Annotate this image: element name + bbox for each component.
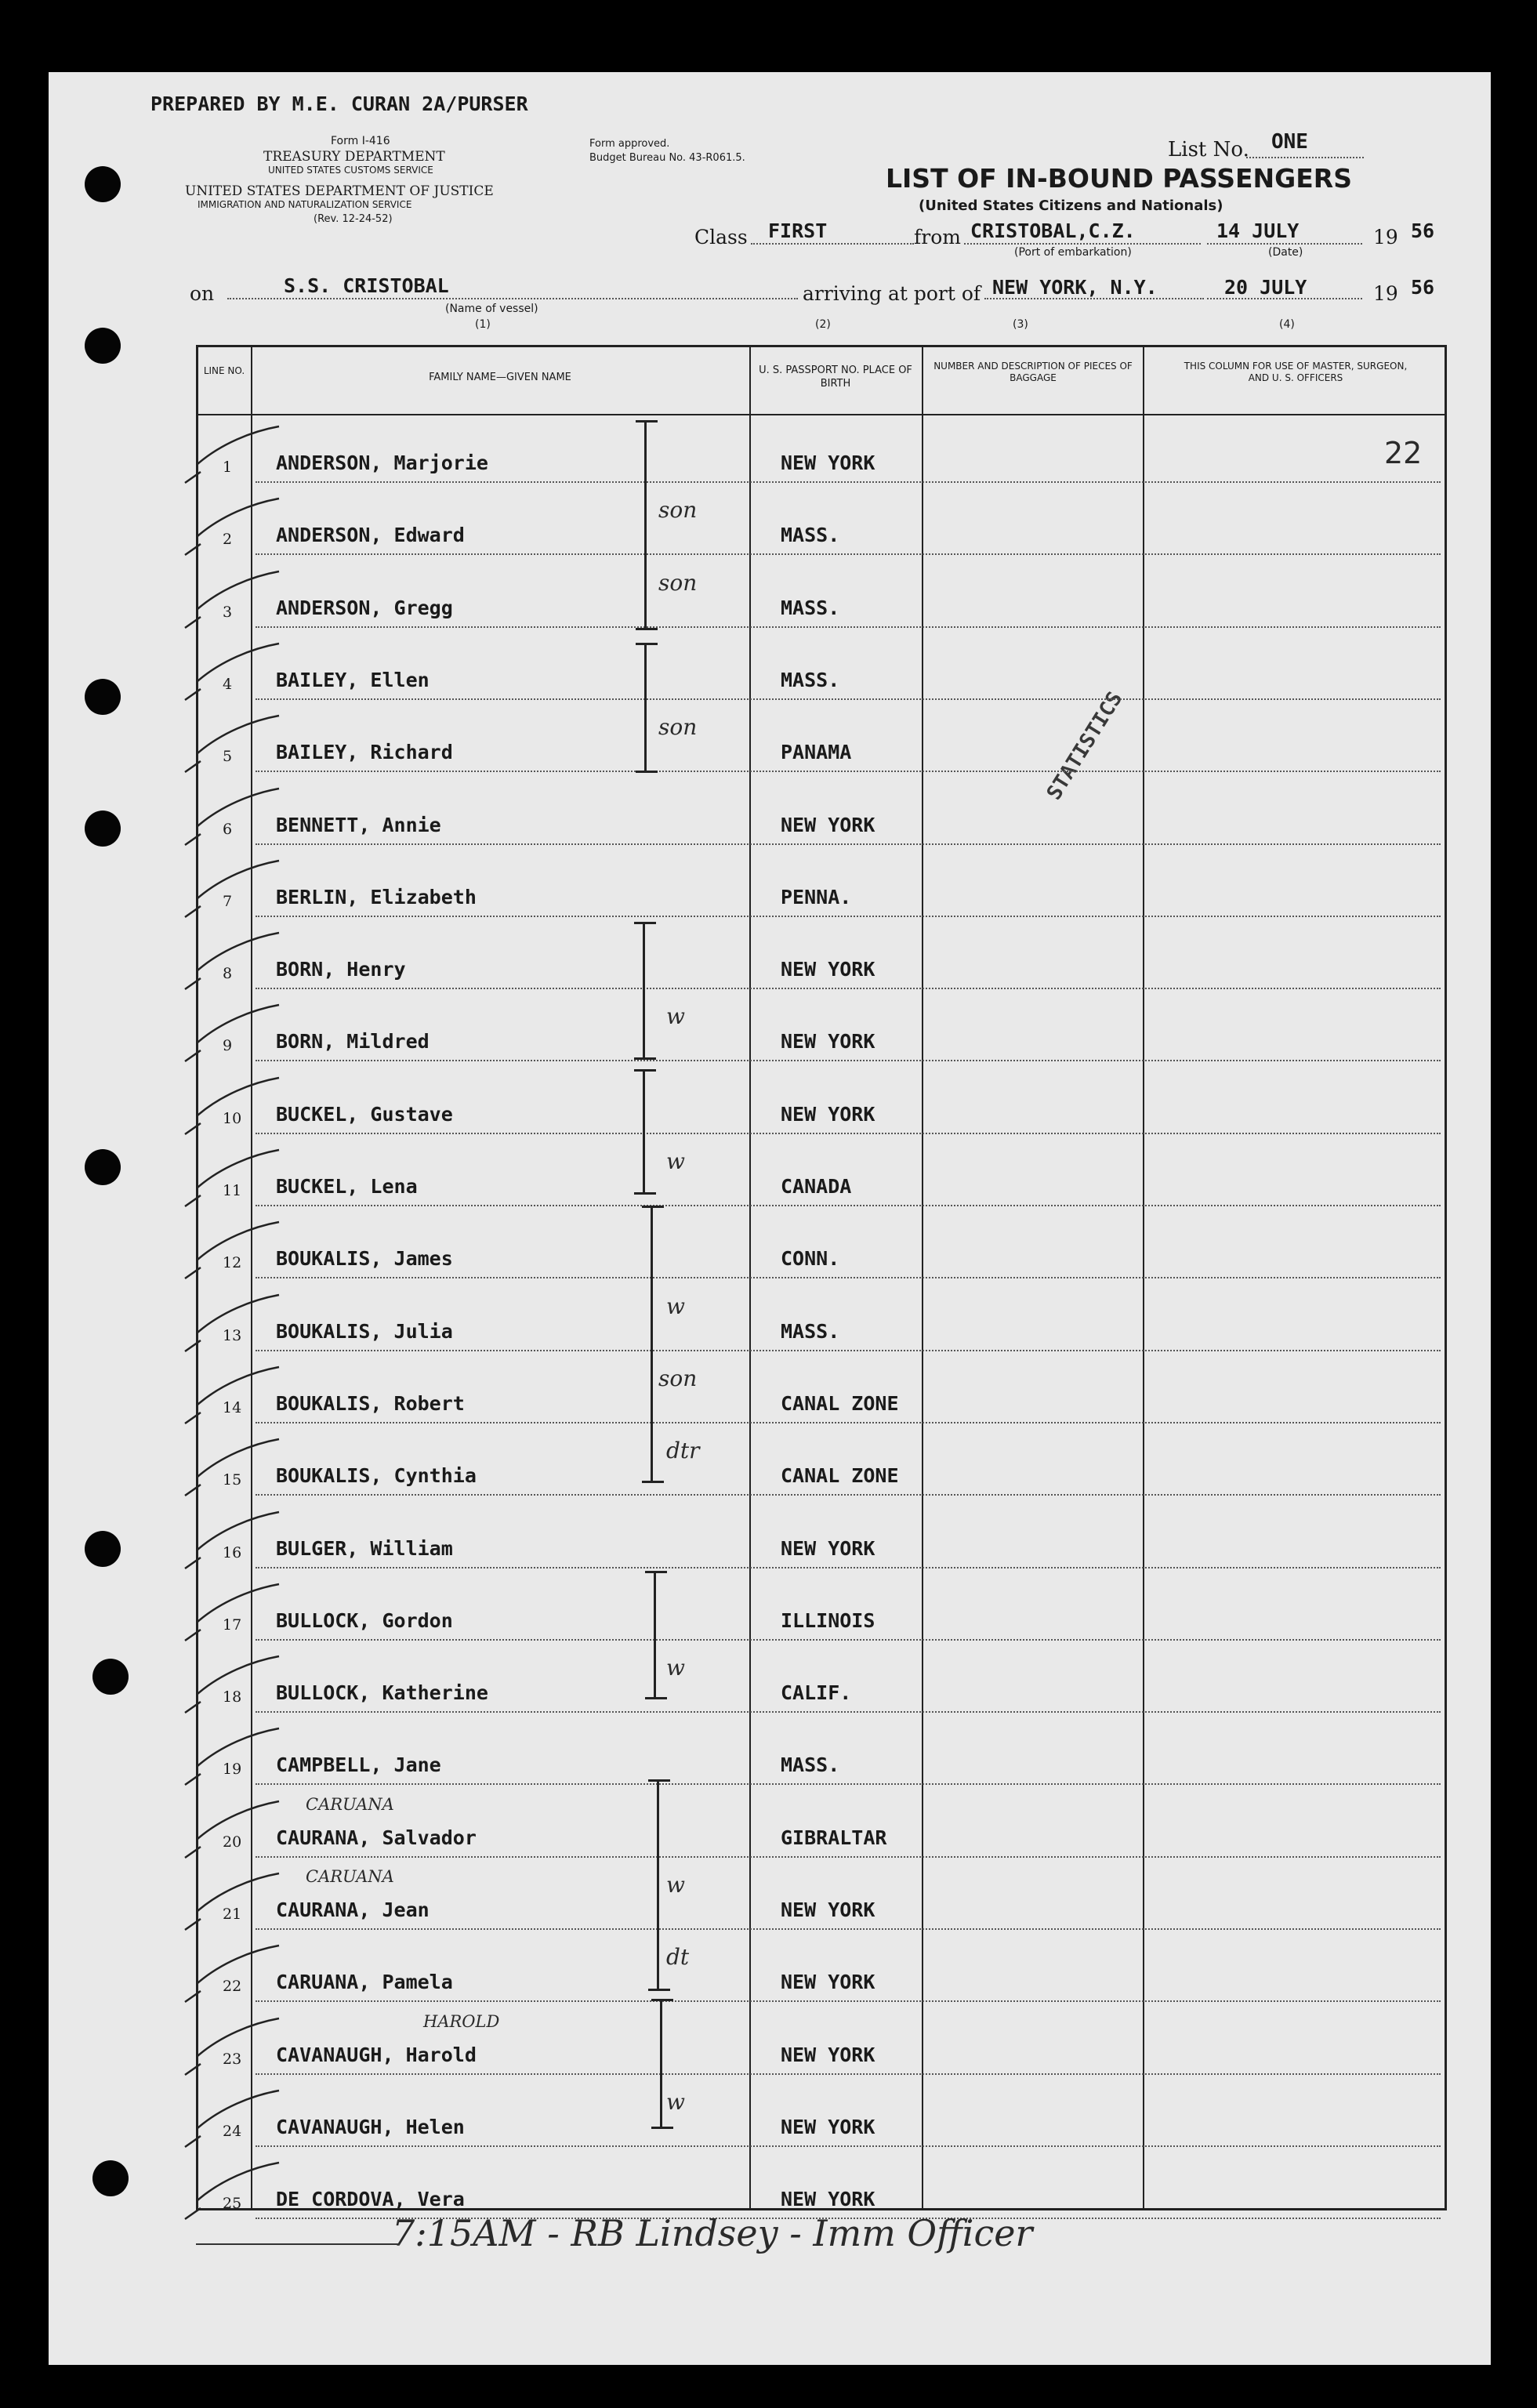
depart-year-prefix: 19	[1373, 226, 1398, 248]
relationship-note: dtr	[666, 1438, 700, 1464]
table-row	[196, 778, 1447, 850]
place-of-birth: NEW YORK	[781, 958, 875, 981]
passenger-name: BAILEY, Richard	[276, 741, 453, 764]
col-ref-2: (2)	[815, 318, 831, 331]
family-bracket	[654, 1571, 661, 1699]
on-label: on	[190, 282, 215, 305]
statistics-stamp: STATISTICS	[1042, 687, 1128, 804]
passenger-name: CAURANA, Salvador	[276, 1826, 477, 1849]
passenger-name: CAMPBELL, Jane	[276, 1753, 441, 1777]
row-rule	[256, 1060, 1441, 1061]
table-row	[196, 922, 1447, 994]
row-rule	[256, 1711, 1441, 1713]
place-of-birth: MASS.	[781, 1753, 840, 1777]
family-bracket	[643, 922, 650, 1060]
check-mark-icon	[182, 2084, 284, 2152]
relationship-note: son	[658, 1365, 698, 1391]
check-mark-icon	[182, 565, 284, 633]
line-number: 19	[223, 1761, 242, 1779]
family-bracket	[644, 643, 651, 773]
row-rule	[256, 1422, 1441, 1423]
line-number: 22	[223, 1978, 242, 1996]
passenger-name: BULLOCK, Katherine	[276, 1681, 488, 1705]
place-of-birth: NEW YORK	[781, 1898, 875, 1921]
embarkation-caption: (Port of embarkation)	[1014, 246, 1132, 259]
officer-signature-note: 7:15AM - RB Lindsey - Imm Officer	[392, 2212, 1033, 2254]
place-of-birth: CANAL ZONE	[781, 1464, 899, 1488]
check-mark-icon	[182, 420, 284, 488]
check-mark-icon	[182, 1289, 284, 1356]
passenger-name: BERLIN, Elizabeth	[276, 885, 477, 908]
class-value: FIRST	[768, 219, 828, 242]
table-row	[196, 1935, 1447, 2007]
family-bracket	[660, 1999, 667, 2129]
check-mark-icon	[182, 1144, 284, 1211]
place-of-birth: NEW YORK	[781, 1102, 875, 1126]
row-rule	[256, 2000, 1441, 2002]
line-number: 24	[223, 2122, 242, 2140]
handwritten-correction: HAROLD	[423, 2011, 500, 2031]
passenger-name: BUCKEL, Gustave	[276, 1102, 453, 1126]
line-number: 13	[223, 1326, 242, 1344]
row-rule	[256, 1494, 1441, 1496]
table-row	[196, 1790, 1447, 1862]
relationship-note: w	[666, 2088, 685, 2115]
row-rule	[256, 1567, 1441, 1568]
line-number: 12	[223, 1254, 242, 1272]
table-row	[196, 994, 1447, 1066]
check-mark-icon	[182, 1578, 284, 1645]
place-of-birth: NEW YORK	[781, 813, 875, 836]
table-row	[196, 705, 1447, 777]
check-mark-icon	[182, 1433, 284, 1500]
row-rule	[256, 1928, 1441, 1930]
row-rule	[256, 988, 1441, 989]
customs-service: UNITED STATES CUSTOMS SERVICE	[268, 165, 433, 176]
arrival-year: 56	[1411, 276, 1435, 299]
relationship-note: w	[666, 1872, 685, 1898]
row-rule	[256, 626, 1441, 628]
line-number: 1	[223, 459, 233, 476]
punch-hole	[85, 811, 121, 847]
punch-hole	[85, 1149, 121, 1185]
table-row	[196, 1139, 1447, 1211]
line-number: 17	[223, 1616, 242, 1634]
line-number: 10	[223, 1109, 242, 1127]
place-of-birth: NEW YORK	[781, 1971, 875, 1994]
header-passport: U. S. PASSPORT NO. PLACE OF BIRTH	[759, 364, 912, 390]
family-bracket	[657, 1779, 664, 1991]
line-number: 18	[223, 1688, 242, 1706]
punch-hole	[85, 328, 121, 364]
place-of-birth: NEW YORK	[781, 452, 875, 474]
relationship-note: w	[666, 1655, 685, 1681]
class-label: Class	[694, 226, 748, 248]
table-row	[196, 2080, 1447, 2152]
passenger-name: BORN, Mildred	[276, 1030, 430, 1054]
passenger-name: BOUKALIS, Robert	[276, 1391, 465, 1415]
place-of-birth: MASS.	[781, 524, 840, 547]
form-number: Form I-416	[331, 135, 390, 147]
check-mark-icon	[182, 1722, 284, 1790]
family-bracket	[643, 1069, 650, 1195]
col-ref-3: (3)	[1013, 318, 1028, 331]
list-no-rule	[1246, 157, 1364, 158]
line-number: 15	[223, 1471, 242, 1489]
check-mark-icon	[182, 1939, 284, 2007]
row-rule	[256, 916, 1441, 917]
passenger-name: ANDERSON, Gregg	[276, 596, 453, 619]
table-row	[196, 560, 1447, 633]
family-bracket	[644, 420, 651, 630]
line-number: 4	[223, 675, 233, 693]
row-rule	[256, 1205, 1441, 1206]
row-rule	[256, 553, 1441, 555]
arrival-port-rule	[984, 298, 1204, 299]
row-rule	[256, 2145, 1441, 2147]
table-row	[196, 1356, 1447, 1428]
relationship-note: w	[666, 1293, 685, 1319]
line-number: 2	[223, 531, 233, 549]
arrival-date-rule	[1207, 298, 1362, 299]
place-of-birth: CALIF.	[781, 1681, 852, 1705]
place-of-birth: NEW YORK	[781, 1536, 875, 1560]
passenger-name: CAVANAUGH, Harold	[276, 2043, 477, 2066]
check-mark-icon	[182, 1506, 284, 1573]
place-of-birth: NEW YORK	[781, 2115, 875, 2138]
place-of-birth: CONN.	[781, 1247, 840, 1271]
table-row	[196, 1428, 1447, 1500]
check-mark-icon	[182, 637, 284, 705]
passenger-name: BULGER, William	[276, 1536, 453, 1560]
budget-bureau: Budget Bureau No. 43-R061.5.	[589, 152, 745, 164]
vessel-caption: (Name of vessel)	[445, 303, 538, 315]
place-of-birth: CANAL ZONE	[781, 1391, 899, 1415]
arrival-port: NEW YORK, N.Y.	[992, 276, 1158, 299]
table-row	[196, 1717, 1447, 1790]
port-of-embarkation: CRISTOBAL,C.Z.	[970, 219, 1136, 242]
line-number: 11	[223, 1182, 242, 1199]
table-row	[196, 1501, 1447, 1573]
ins-service: IMMIGRATION AND NATURALIZATION SERVICE	[198, 199, 412, 210]
table-row	[196, 633, 1447, 705]
place-of-birth: PENNA.	[781, 885, 852, 908]
row-rule	[256, 1350, 1441, 1351]
place-of-birth: GIBRALTAR	[781, 1826, 887, 1849]
departure-date: 14 JULY	[1216, 219, 1300, 242]
check-mark-icon	[182, 1361, 284, 1428]
punch-hole	[92, 1659, 129, 1695]
handwritten-correction: CARUANA	[306, 1794, 394, 1814]
table-row	[196, 1862, 1447, 1935]
punch-hole	[85, 679, 121, 715]
row-rule	[256, 698, 1441, 700]
place-of-birth: NEW YORK	[781, 2188, 875, 2211]
form-approved: Form approved.	[589, 138, 670, 150]
table-row	[196, 2007, 1447, 2080]
punch-hole	[85, 166, 121, 202]
handwritten-correction: CARUANA	[306, 1867, 394, 1886]
passenger-name: BAILEY, Ellen	[276, 668, 430, 691]
line-number: 23	[223, 2050, 242, 2068]
line-number: 25	[223, 2195, 242, 2213]
check-mark-icon	[182, 854, 284, 922]
table-row	[196, 1284, 1447, 1356]
header-baggage: NUMBER AND DESCRIPTION OF PIECES OF BAGGAGE	[933, 361, 1133, 383]
punch-hole	[85, 1531, 121, 1567]
place-of-birth: PANAMA	[781, 741, 852, 764]
relationship-note: dt	[666, 1944, 690, 1971]
col-ref-4: (4)	[1279, 318, 1295, 331]
check-mark-icon	[182, 2012, 284, 2080]
table-row	[196, 488, 1447, 560]
from-label: from	[914, 226, 961, 248]
from-rule	[964, 243, 1201, 245]
preparer-stamp: PREPARED BY M.E. CURAN 2A/PURSER	[150, 92, 528, 115]
class-rule	[751, 243, 914, 245]
place-of-birth: NEW YORK	[781, 1030, 875, 1054]
relationship-note: son	[658, 569, 698, 596]
place-of-birth: CANADA	[781, 1175, 852, 1198]
date-rule	[1207, 243, 1362, 245]
passenger-name: CAVANAUGH, Helen	[276, 2115, 465, 2138]
justice-dept: UNITED STATES DEPARTMENT OF JUSTICE	[185, 183, 494, 199]
line-number: 5	[223, 748, 233, 766]
passenger-name: BOUKALIS, Cynthia	[276, 1464, 477, 1488]
header-name: FAMILY NAME—GIVEN NAME	[429, 372, 571, 383]
passenger-name: ANDERSON, Marjorie	[276, 452, 488, 474]
line-number: 14	[223, 1398, 242, 1416]
check-mark-icon	[182, 2156, 284, 2224]
line-number: 21	[223, 1906, 242, 1923]
arrival-year-prefix: 19	[1373, 282, 1398, 305]
line-number: 16	[223, 1543, 242, 1561]
check-mark-icon	[182, 709, 284, 777]
col-ref-1: (1)	[475, 318, 491, 331]
table-row	[196, 1067, 1447, 1139]
form-revision: (Rev. 12-24-52)	[314, 213, 393, 225]
place-of-birth: NEW YORK	[781, 2043, 875, 2066]
passenger-name: BENNETT, Annie	[276, 813, 441, 836]
passenger-name: ANDERSON, Edward	[276, 524, 465, 547]
row-rule	[256, 481, 1441, 483]
check-mark-icon	[182, 1650, 284, 1717]
list-no-label: List No.	[1168, 138, 1249, 161]
relationship-note: w	[666, 1148, 685, 1174]
passenger-name: BULLOCK, Gordon	[276, 1608, 453, 1632]
passenger-name: BORN, Henry	[276, 958, 406, 981]
table-row	[196, 1211, 1447, 1283]
vessel-rule	[227, 298, 798, 299]
row-rule	[256, 771, 1441, 772]
line-number: 20	[223, 1833, 242, 1851]
table-row	[196, 415, 1447, 488]
arriving-label: arriving at port of	[803, 282, 981, 305]
line-number: 3	[223, 603, 233, 621]
check-mark-icon	[182, 1216, 284, 1283]
relationship-note: son	[658, 497, 698, 524]
place-of-birth: MASS.	[781, 596, 840, 619]
row-rule	[256, 1783, 1441, 1785]
check-mark-icon	[182, 782, 284, 850]
signature-underline	[196, 2243, 400, 2245]
row-rule	[256, 843, 1441, 845]
header-line-no: LINE NO.	[203, 365, 245, 376]
line-number: 9	[223, 1037, 233, 1055]
passenger-name: BOUKALIS, Julia	[276, 1319, 453, 1343]
row-rule	[256, 1639, 1441, 1641]
row-rule	[256, 1277, 1441, 1278]
passenger-name: BUCKEL, Lena	[276, 1175, 418, 1198]
departure-year: 56	[1411, 219, 1435, 242]
header-officers: THIS COLUMN FOR USE OF MASTER, SURGEON, AND U. S. OFFICERS	[1184, 361, 1408, 383]
row-rule	[256, 2073, 1441, 2075]
check-mark-icon	[182, 927, 284, 994]
line-number: 7	[223, 892, 233, 910]
date-caption: (Date)	[1268, 246, 1303, 259]
passenger-name: CARUANA, Pamela	[276, 1971, 453, 1994]
passenger-name: BOUKALIS, James	[276, 1247, 453, 1271]
manifest-subtitle: (United States Citizens and Nationals)	[919, 198, 1223, 214]
family-bracket	[651, 1206, 658, 1483]
table-row	[196, 1645, 1447, 1717]
passenger-name: CAURANA, Jean	[276, 1898, 430, 1921]
arrival-date: 20 JULY	[1224, 276, 1307, 299]
table-row	[196, 850, 1447, 922]
list-number: ONE	[1271, 130, 1308, 154]
check-mark-icon	[182, 999, 284, 1066]
officer-count: 22	[1384, 436, 1423, 470]
line-number: 6	[223, 820, 233, 838]
check-mark-icon	[182, 1072, 284, 1139]
line-number: 8	[223, 965, 233, 983]
manifest-title: LIST OF IN-BOUND PASSENGERS	[886, 163, 1352, 194]
relationship-note: son	[658, 714, 698, 741]
table-row	[196, 1573, 1447, 1645]
place-of-birth: ILLINOIS	[781, 1608, 875, 1632]
place-of-birth: MASS.	[781, 668, 840, 691]
place-of-birth: MASS.	[781, 1319, 840, 1343]
row-rule	[256, 1133, 1441, 1134]
check-mark-icon	[182, 492, 284, 560]
row-rule	[256, 1856, 1441, 1858]
treasury-dept: TREASURY DEPARTMENT	[263, 149, 445, 165]
passenger-name: DE CORDOVA, Vera	[276, 2188, 465, 2211]
check-mark-icon	[182, 1795, 284, 1862]
vessel-name: S.S. CRISTOBAL	[284, 274, 449, 297]
punch-hole	[92, 2160, 129, 2196]
check-mark-icon	[182, 1867, 284, 1935]
relationship-note: w	[666, 1003, 685, 1030]
